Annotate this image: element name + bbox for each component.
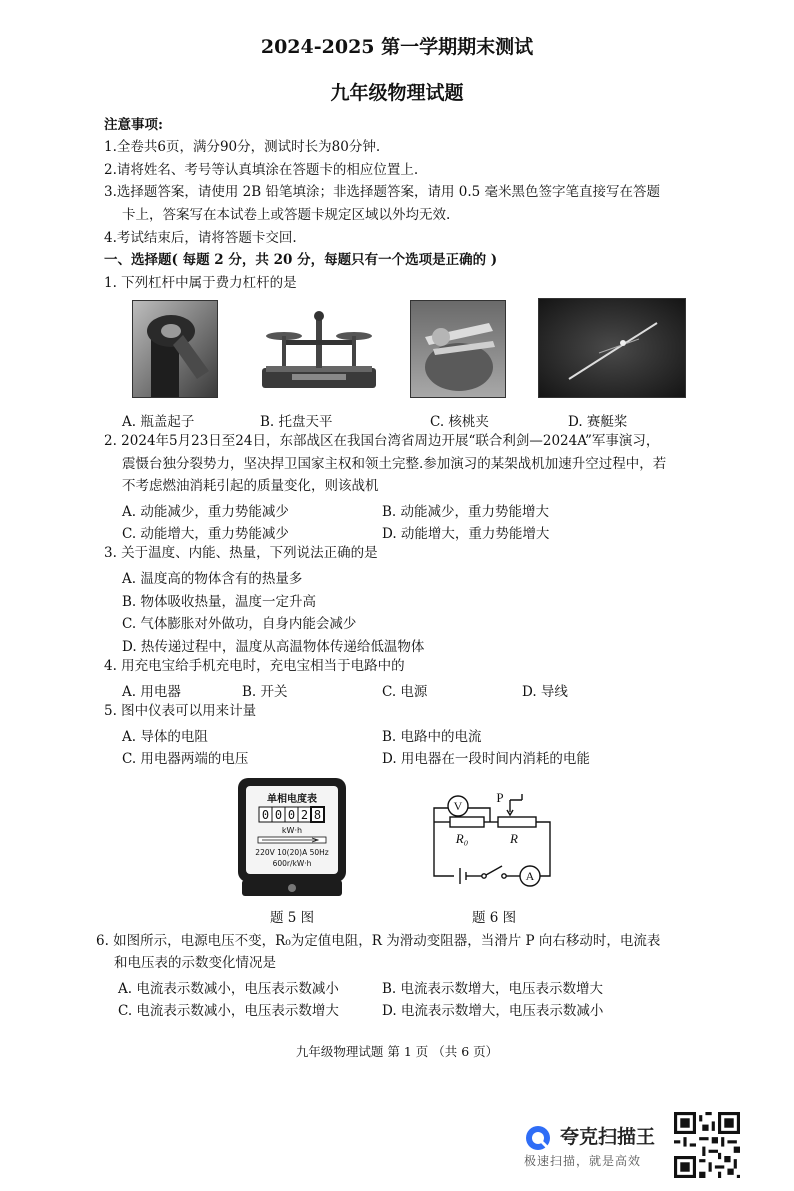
balance-scale-photo (262, 300, 376, 392)
q6-line: 和电压表的示数变化情况是 (114, 955, 276, 971)
exam-title: 2024-2025 第一学期期末测试 (260, 36, 534, 58)
figure-6-caption: 题 6 图 (472, 910, 517, 926)
meter-digits (259, 807, 324, 822)
q6-line: 6. 如图所示，电源电压不变，R₀为定值电阻，R 为滑动变阻器，当滑片 P 向右移动时，电流表 (96, 933, 661, 949)
rowing-oar-photo (538, 298, 686, 398)
q3-stem: 3. 关于温度、内能、热量，下列说法正确的是 (104, 545, 378, 561)
meter-digit: 8 (313, 808, 322, 822)
scanner-brand: 夸克扫描王 (560, 1126, 656, 1148)
r0-label: R₀ (455, 831, 469, 846)
q1-option-c: C. 核桃夹 (430, 414, 489, 430)
q4-option-a: A. 用电器 (122, 684, 181, 700)
q4-stem: 4. 用充电宝给手机充电时，充电宝相当于电路中的 (104, 658, 405, 674)
figure-5-caption: 题 5 图 (270, 910, 315, 926)
page-footer: 九年级物理试题 第 1 页 （共 6 页） (295, 1044, 499, 1059)
voltmeter-label: V (453, 799, 463, 813)
note-item: 2.请将姓名、考号等认真填涂在答题卡的相应位置上. (104, 162, 419, 178)
meter-label: 单相电度表 (267, 794, 317, 805)
q4-option-b: B. 开关 (242, 684, 288, 700)
q1-option-a: A. 瓶盖起子 (122, 414, 195, 430)
electricity-meter-figure (236, 776, 348, 898)
q2-option-c: C. 动能增大，重力势能减少 (122, 526, 289, 542)
q1-option-b: B. 托盘天平 (260, 414, 333, 430)
bottle-opener-photo (132, 300, 218, 398)
r-label: R (510, 831, 518, 846)
section-desc: ( 每题 2 分，共 20 分，每题只有一个选项是正确的 ) (171, 252, 498, 268)
q2-line: 不考虑燃油消耗引起的质量变化，则该战机 (122, 478, 379, 494)
q4-option-c: C. 电源 (382, 684, 428, 700)
exam-subtitle: 九年级物理试题 (330, 82, 464, 104)
q2-line: 2. 2024年5月23日至24日，东部战区在我国台湾省周边开展“联合利剑—2024A”军事演习， (104, 433, 660, 449)
q3-option-b: B. 物体吸收热量，温度一定升高 (122, 594, 317, 610)
note-item: 4.考试结束后，请将答题卡交回. (104, 230, 297, 246)
meter-digit: 0 (274, 808, 283, 822)
q5-option-c: C. 用电器两端的电压 (122, 751, 249, 767)
q3-option-a: A. 温度高的物体含有的热量多 (122, 571, 303, 587)
q5-option-d: D. 用电器在一段时间内消耗的电能 (382, 751, 590, 767)
nutcracker-photo (410, 300, 506, 398)
meter-spec: 220V 10(20)A 50Hz (255, 848, 329, 857)
notes-heading: 注意事项: (104, 117, 163, 133)
scanner-logo-icon (524, 1124, 552, 1152)
slider-label: P (496, 790, 504, 805)
q5-option-b: B. 电路中的电流 (382, 729, 482, 745)
q2-option-d: D. 动能增大，重力势能增大 (382, 526, 550, 542)
q6-option-d: D. 电流表示数增大，电压表示数减小 (382, 1003, 604, 1019)
circuit-diagram-figure (426, 784, 556, 890)
q2-option-b: B. 动能减少，重力势能增大 (382, 504, 550, 520)
note-item: 卡上，答案写在本试卷上或答题卡规定区域以外均无效. (122, 207, 451, 223)
q1-stem: 1. 下列杠杆中属于费力杠杆的是 (104, 275, 297, 291)
ammeter-label: A (525, 869, 535, 883)
q3-option-d: D. 热传递过程中，温度从高温物体传递给低温物体 (122, 639, 425, 655)
section-heading (104, 251, 497, 269)
q6-option-c: C. 电流表示数减小，电压表示数增大 (118, 1003, 339, 1019)
q5-option-a: A. 导体的电阻 (122, 729, 208, 745)
q4-option-d: D. 导线 (522, 684, 568, 700)
section-title: 一、选择题 (104, 252, 172, 268)
meter-digit: 0 (287, 808, 296, 822)
q1-option-d: D. 赛艇桨 (568, 414, 628, 430)
q6-option-a: A. 电流表示数减小，电压表示数减小 (118, 981, 339, 997)
q2-line: 震慑台独分裂势力，坚决捍卫国家主权和领土完整.参加演习的某架战机加速升空过程中，若 (122, 456, 667, 472)
meter-digit: 0 (261, 808, 270, 822)
scanner-slogan: 极速扫描，就是高效 (524, 1154, 642, 1168)
q5-stem: 5. 图中仪表可以用来计量 (104, 703, 257, 719)
meter-digit: 2 (300, 808, 309, 822)
meter-unit: kW·h (281, 826, 303, 835)
q6-option-b: B. 电流表示数增大，电压表示数增大 (382, 981, 604, 997)
note-item: 1.全卷共6页，满分90分，测试时长为80分钟. (104, 139, 381, 155)
scanner-watermark (524, 1116, 674, 1172)
meter-spec: 600r/kW·h (272, 859, 312, 868)
note-item: 3.选择题答案，请使用 2B 铅笔填涂；非选择题答案，请用 0.5 毫米黑色签字笔直接写在答题 (104, 184, 661, 200)
q2-option-a: A. 动能减少，重力势能减少 (122, 504, 289, 520)
q3-option-c: C. 气体膨胀对外做功，自身内能会减少 (122, 616, 357, 632)
qr-code-icon (674, 1112, 740, 1178)
